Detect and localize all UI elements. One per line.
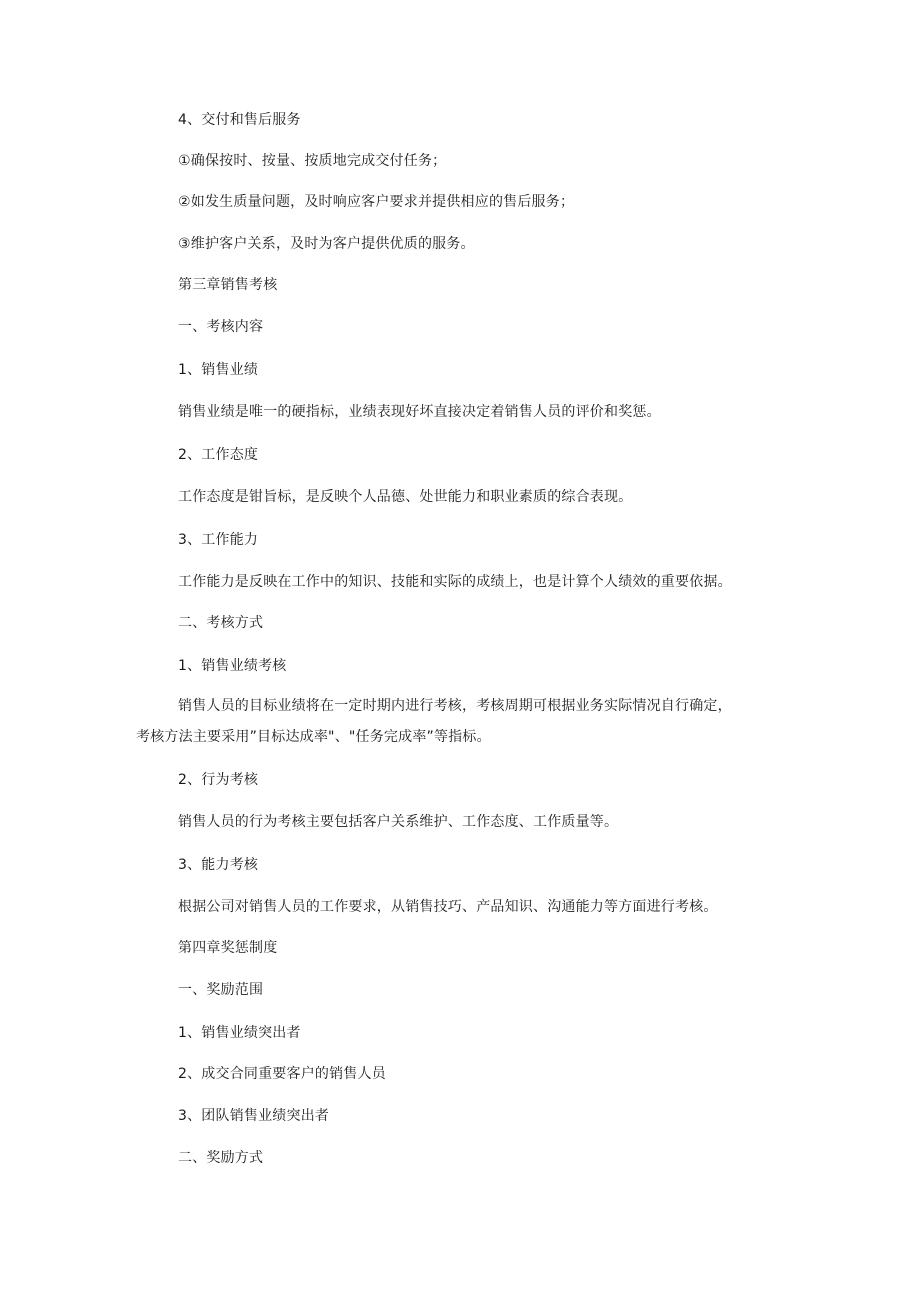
chapter-heading: 第四章奖惩制度	[178, 940, 278, 956]
list-item: 1、销售业绩突出者	[178, 1025, 301, 1041]
paragraph: 工作能力是反映在工作中的知识、技能和实际的成绩上，也是计算个人绩效的重要依据。	[178, 574, 732, 590]
paragraph: 根据公司对销售人员的工作要求，从销售技巧、产品知识、沟通能力等方面进行考核。	[178, 899, 718, 915]
subsection-heading: 1、销售业绩考核	[178, 658, 287, 674]
paragraph: 工作态度是钳旨标，是反映个人品德、处世能力和职业素质的综合表现。	[178, 489, 633, 505]
section-heading: 二、奖励方式	[178, 1150, 264, 1166]
section-heading: 一、考核内容	[178, 319, 264, 335]
subsection-heading: 3、能力考核	[178, 857, 259, 873]
paragraph: 销售人员的目标业绩将在一定时期内进行考核，考核周期可根据业务实际情况自行确定，	[178, 698, 732, 714]
list-item: 2、成交合同重要客户的销售人员	[178, 1066, 386, 1082]
subsection-heading: 3、工作能力	[178, 532, 259, 548]
paragraph: 销售人员的行为考核主要包括客户关系维护、工作态度、工作质量等。	[178, 814, 619, 830]
chapter-heading: 第三章销售考核	[178, 277, 278, 293]
section-heading: 一、奖励范围	[178, 982, 264, 998]
list-item: ②如发生质量问题，及时响应客户要求并提供相应的售后服务；	[178, 194, 575, 210]
list-item: ③维护客户关系，及时为客户提供优质的服务。	[178, 236, 475, 252]
paragraph-continuation: 考核方法主要采用”目标达成率"、"任务完成率”等指标。	[136, 729, 491, 745]
list-item: 3、团队销售业绩突出者	[178, 1108, 330, 1124]
paragraph: 销售业绩是唯一的硬指标，业绩表现好坏直接决定着销售人员的评价和奖惩。	[178, 404, 661, 420]
section-heading: 二、考核方式	[178, 615, 264, 631]
subsection-heading: 1、销售业绩	[178, 362, 259, 378]
section-heading-delivery: 4、交付和售后服务	[178, 112, 301, 128]
subsection-heading: 2、工作态度	[178, 447, 259, 463]
list-item: ①确保按时、按量、按质地完成交付任务；	[178, 153, 447, 169]
subsection-heading: 2、行为考核	[178, 772, 259, 788]
